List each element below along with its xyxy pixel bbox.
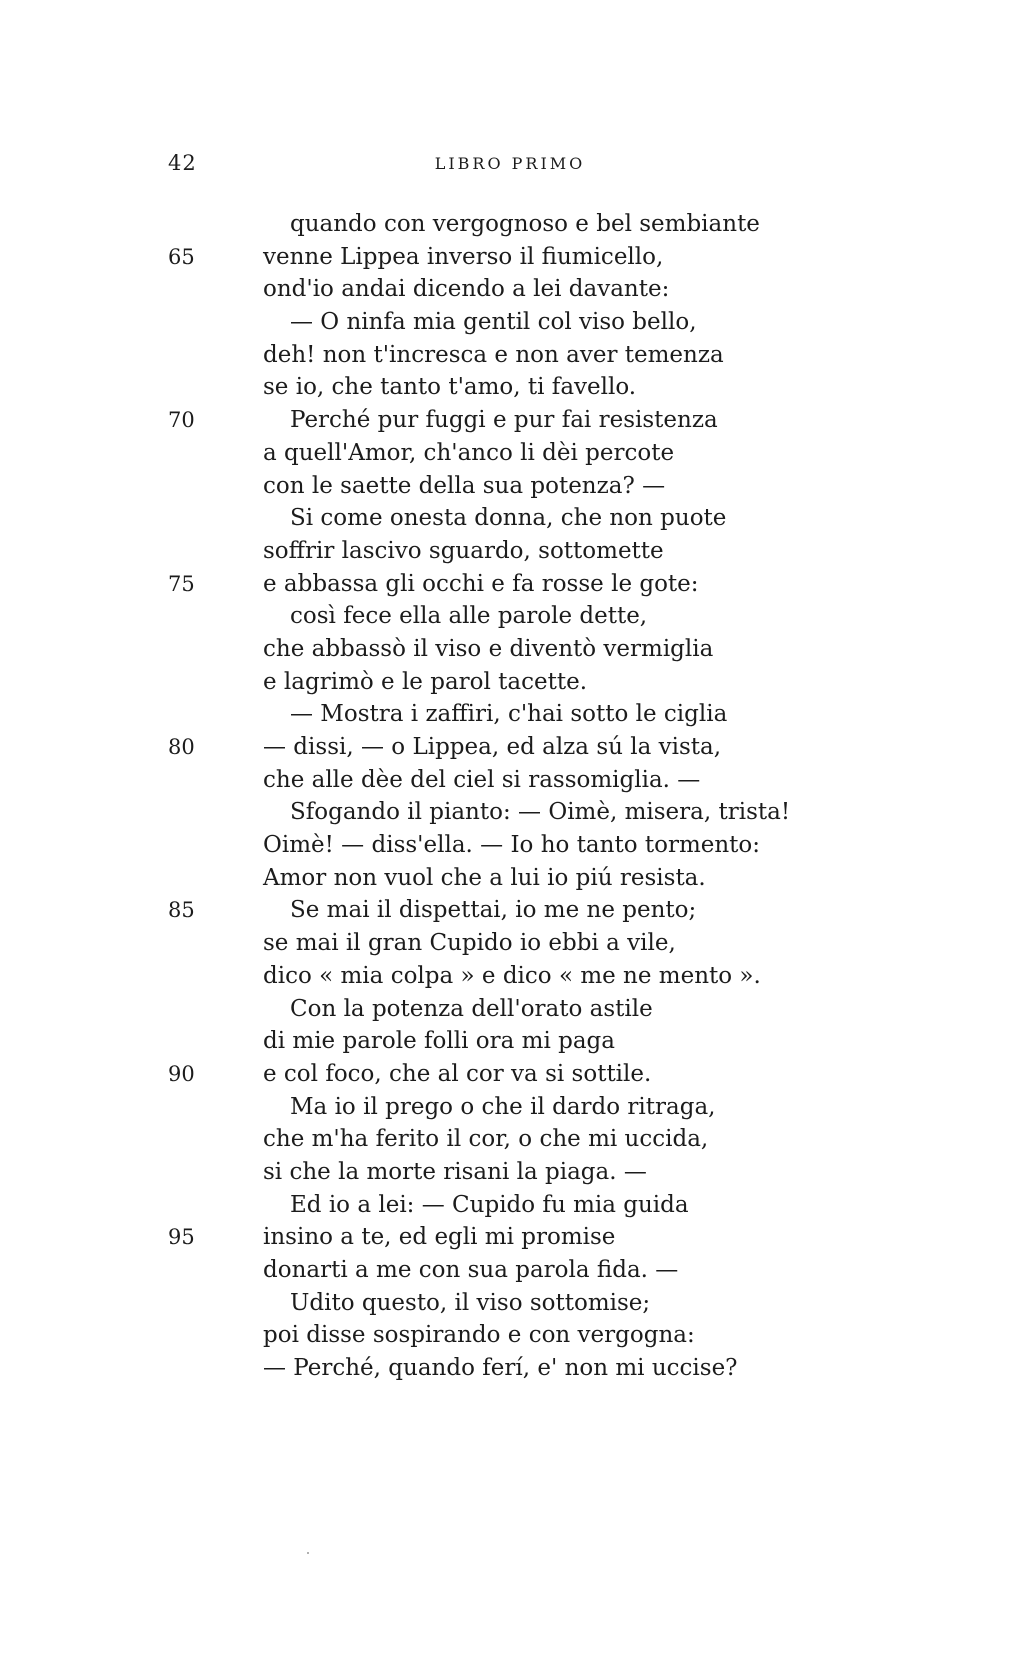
- verse-line: [0, 796, 1020, 829]
- verse-text: se mai il gran Cupido io ebbi a vile,: [263, 930, 676, 957]
- verse-line: [0, 241, 1020, 274]
- verse-text: Ma io il prego o che il dardo ritraga,: [290, 1093, 716, 1120]
- verse-text: e abbassa gli occhi e fa rosse le gote:: [263, 570, 699, 597]
- verse-text: venne Lippea inverso il fiumicello,: [263, 243, 664, 270]
- verse-text: deh! non t'incresca e non aver temenza: [263, 341, 724, 368]
- verse-text: Perché pur fuggi e pur fai resistenza: [290, 407, 718, 434]
- line-number: 70: [168, 408, 195, 433]
- verse-line: [0, 829, 1020, 862]
- verse-line: [0, 633, 1020, 666]
- verse-text: ond'io andai dicendo a lei davante:: [263, 276, 670, 303]
- verse-line: [0, 993, 1020, 1026]
- verse-line: [0, 1352, 1020, 1385]
- verse-line: [0, 208, 1020, 241]
- verse-line: [0, 339, 1020, 372]
- verse-line: [0, 698, 1020, 731]
- verse-line: [0, 437, 1020, 470]
- verse-line: [0, 1025, 1020, 1058]
- verse-line: [0, 306, 1020, 339]
- line-number: 65: [168, 244, 195, 269]
- verse-text: Amor non vuol che a lui io piú resista.: [263, 864, 706, 891]
- verse-line: [0, 1189, 1020, 1222]
- verse-text: Oimè! — diss'ella. — Io ho tanto tormento:: [263, 832, 761, 859]
- verse-text: — Mostra i zaffiri, c'hai sotto le ciglia: [290, 701, 728, 728]
- verse-text: — dissi, — o Lippea, ed alza sú la vista,: [263, 734, 722, 760]
- verse-text: e col foco, che al cor va si sottile.: [263, 1060, 652, 1087]
- verse-text: — Perché, quando ferí, e' non mi uccise?: [263, 1355, 738, 1382]
- verse-line: [0, 1091, 1020, 1124]
- verse-text: donarti a me con sua parola fida. —: [263, 1257, 679, 1283]
- verse-line: [0, 600, 1020, 633]
- print-speck: [307, 1552, 309, 1554]
- verse-text: quando con vergognoso e bel sembiante: [290, 211, 760, 237]
- verse-line: [0, 1156, 1020, 1189]
- verse-line: [0, 927, 1020, 960]
- verse-text: con le saette della sua potenza? —: [263, 472, 666, 499]
- verse-text: Udito questo, il viso sottomise;: [290, 1289, 651, 1316]
- verse-text: Sfogando il pianto: — Oimè, misera, trista!: [290, 799, 791, 826]
- verse-line: [0, 666, 1020, 699]
- verse-line: [0, 1123, 1020, 1156]
- verse-line: [0, 470, 1020, 503]
- verse-text: poi disse sospirando e con vergogna:: [263, 1322, 695, 1349]
- verse-text: che m'ha ferito il cor, o che mi uccida,: [263, 1126, 709, 1153]
- verse-text: soffrir lascivo sguardo, sottomette: [263, 537, 664, 564]
- verse-line: [0, 862, 1020, 895]
- verse-line: [0, 371, 1020, 404]
- verse-line: [0, 960, 1020, 993]
- line-number: 80: [168, 735, 195, 759]
- verse-text: insino a te, ed egli mi promise: [263, 1224, 616, 1251]
- verse-text: — O ninfa mia gentil col viso bello,: [290, 309, 697, 336]
- line-number: 75: [168, 571, 195, 596]
- verse-line: [0, 1221, 1020, 1254]
- verse-line: [0, 568, 1020, 601]
- verse-text: dico « mia colpa » e dico « me ne mento ».: [263, 962, 761, 989]
- verse-line: [0, 894, 1020, 927]
- verse-line: [0, 1287, 1020, 1320]
- verse-line: [0, 731, 1020, 764]
- line-number: 95: [168, 1225, 195, 1250]
- verse-line: [0, 535, 1020, 568]
- verse-text: a quell'Amor, ch'anco li dèi percote: [263, 439, 675, 466]
- verse-text: Con la potenza dell'orato astile: [290, 995, 653, 1022]
- verse-line: [0, 273, 1020, 306]
- line-number: 90: [168, 1061, 195, 1086]
- page-number: 42: [168, 151, 197, 175]
- running-title: LIBRO PRIMO: [434, 154, 586, 173]
- verse-line: [0, 764, 1020, 797]
- verse-text: Se mai il dispettai, io me ne pento;: [290, 897, 697, 924]
- verse-text: Si come onesta donna, che non puote: [290, 505, 727, 532]
- verse-text: così fece ella alle parole dette,: [290, 603, 648, 630]
- verse-line: [0, 1254, 1020, 1287]
- verse-text: che alle dèe del ciel si rassomiglia. —: [263, 766, 701, 793]
- verse-line: [0, 502, 1020, 535]
- verse-line: [0, 404, 1020, 437]
- verse-text: si che la morte risani la piaga. —: [263, 1158, 647, 1185]
- verse-line: [0, 1058, 1020, 1091]
- verse-text: e lagrimò e le parol tacette.: [263, 668, 588, 695]
- verse-text: Ed io a lei: — Cupido fu mia guida: [290, 1191, 689, 1218]
- verse-text: che abbassò il viso e diventò vermiglia: [263, 635, 714, 662]
- verse-text: di mie parole folli ora mi paga: [263, 1028, 615, 1055]
- line-number: 85: [168, 898, 195, 923]
- verse-text: se io, che tanto t'amo, ti favello.: [263, 374, 637, 401]
- verse-line: [0, 1319, 1020, 1352]
- verse-block: [0, 208, 1020, 1385]
